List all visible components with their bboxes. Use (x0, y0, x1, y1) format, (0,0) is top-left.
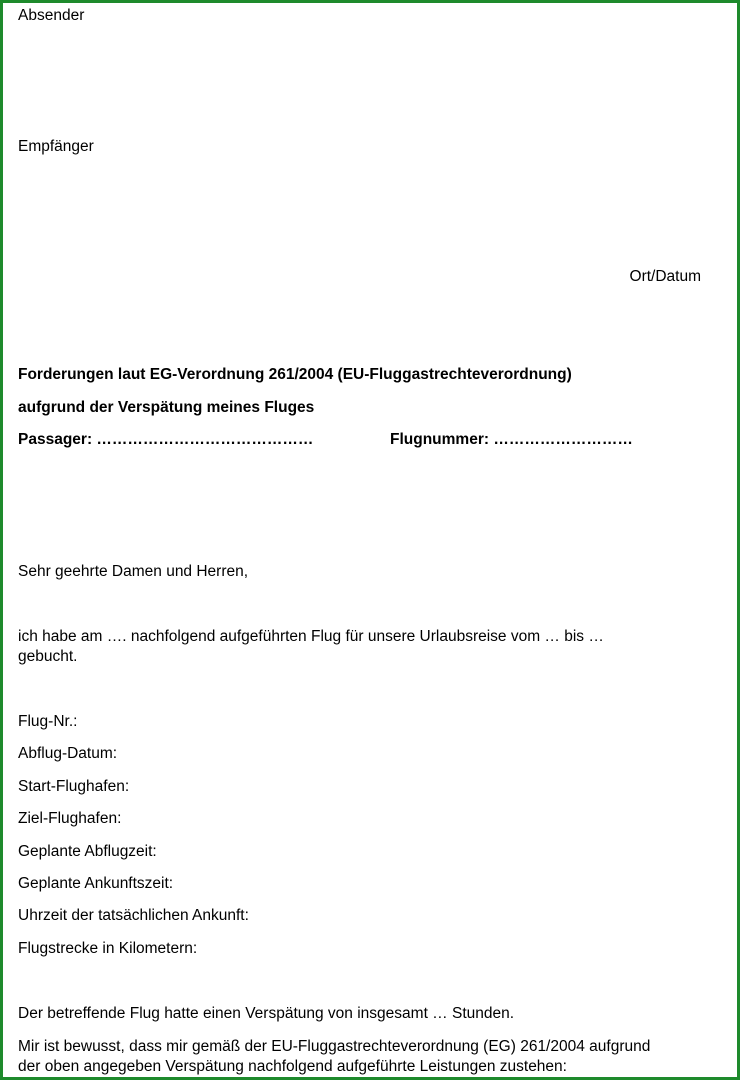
detail-planned-arrival: Geplante Ankunftszeit: (18, 875, 174, 892)
sender-label: Absender (18, 7, 85, 24)
detail-destination-airport: Ziel-Flughafen: (18, 810, 122, 827)
closing-line-1: Mir ist bewusst, dass mir gemäß der EU-Fluggastrechteverordnung (EG) 261/2004 aufgrund (18, 1038, 651, 1055)
detail-departure-airport: Start-Flughafen: (18, 778, 130, 795)
detail-flight-no: Flug-Nr.: (18, 713, 78, 730)
subject-line-2: aufgrund der Verspätung meines Fluges (18, 399, 315, 416)
detail-distance: Flugstrecke in Kilometern: (18, 940, 198, 957)
place-date-label: Ort/Datum (629, 268, 701, 285)
detail-actual-arrival: Uhrzeit der tatsächlichen Ankunft: (18, 907, 249, 924)
detail-departure-date: Abflug-Datum: (18, 745, 118, 762)
subject-line-1: Forderungen laut EG-Verordnung 261/2004 (EU-Fluggastrechteverordnung) (18, 366, 572, 383)
salutation: Sehr geehrte Damen und Herren, (18, 563, 249, 580)
flight-number-field: Flugnummer: ……………………… (390, 431, 633, 448)
delay-sentence: Der betreffende Flug hatte einen Verspätung von insgesamt … Stunden. (18, 1005, 515, 1022)
intro-line-2: gebucht. (18, 648, 78, 665)
recipient-label: Empfänger (18, 138, 94, 155)
passenger-field: Passager: …………………………………… (18, 431, 314, 448)
intro-line-1: ich habe am …. nachfolgend aufgeführten Flug für unsere Urlaubsreise vom … bis … (18, 628, 604, 645)
closing-line-2: der oben angegeben Verspätung nachfolgend aufgeführte Leistungen zustehen: (18, 1058, 567, 1075)
detail-planned-departure: Geplante Abflugzeit: (18, 843, 157, 860)
